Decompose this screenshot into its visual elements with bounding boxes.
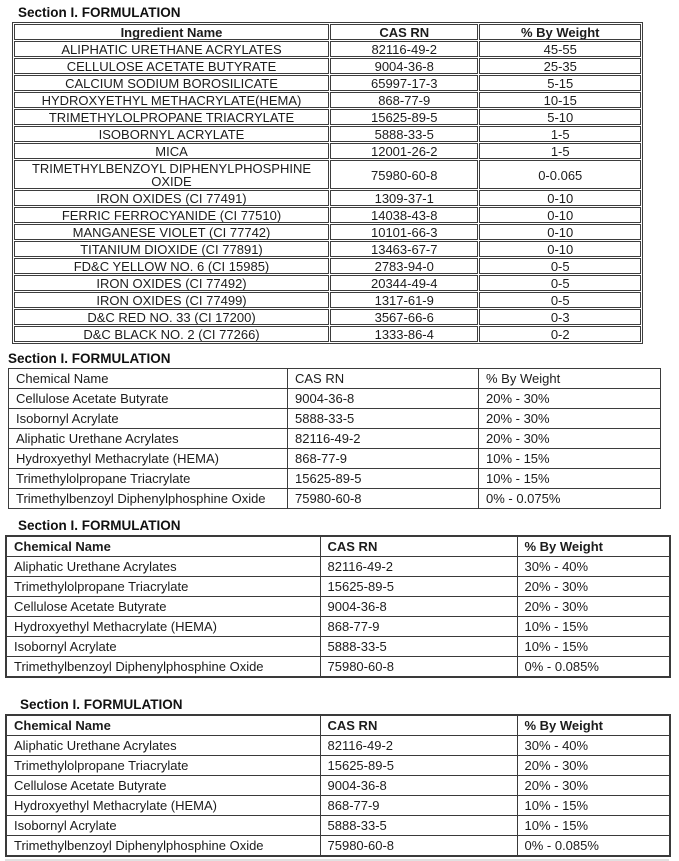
column-header-cas-rn: CAS RN	[330, 24, 478, 40]
table-cell: 75980-60-8	[320, 836, 517, 857]
table-cell: 20% - 30%	[517, 756, 670, 776]
table-cell: 20% - 30%	[517, 597, 670, 617]
table-row	[6, 836, 670, 857]
table-cell: 0-2	[479, 326, 641, 342]
table-cell: IRON OXIDES (CI 77491)	[14, 190, 329, 206]
table-cell: 0% - 0.075%	[479, 489, 661, 509]
column-header-chemical-name: Chemical Name	[9, 369, 288, 389]
table-cell: 10101-66-3	[330, 224, 478, 240]
table-row	[14, 326, 641, 342]
table-cell: 5-15	[479, 75, 641, 91]
table-cell: 10% - 15%	[517, 796, 670, 816]
table-cell: Cellulose Acetate Butyrate	[9, 389, 288, 409]
table-cell: Cellulose Acetate Butyrate	[6, 597, 320, 617]
formulation-section-2	[0, 352, 679, 509]
table-cell: 82116-49-2	[320, 557, 517, 577]
table-row	[6, 657, 670, 678]
table-cell: 10-15	[479, 92, 641, 108]
table-header-row	[9, 369, 661, 389]
table-cell: 1-5	[479, 143, 641, 159]
table-cell: 0-3	[479, 309, 641, 325]
table-cell: D&C RED NO. 33 (CI 17200)	[14, 309, 329, 325]
table-row	[14, 241, 641, 257]
table-cell: 20% - 30%	[517, 577, 670, 597]
section-heading: Section I. FORMULATION	[18, 5, 181, 20]
table-row	[14, 190, 641, 206]
table-row	[14, 207, 641, 223]
table-row	[9, 449, 661, 469]
table-cell: Trimethylbenzoyl Diphenylphosphine Oxide	[9, 489, 288, 509]
table-cell: 0-10	[479, 241, 641, 257]
table-cell: 10% - 15%	[479, 469, 661, 489]
table-cell: 1317-61-9	[330, 292, 478, 308]
table-row	[14, 224, 641, 240]
table-row	[9, 429, 661, 449]
table-cell: 75980-60-8	[288, 489, 479, 509]
table-cell: 9004-36-8	[320, 597, 517, 617]
table-cell: MANGANESE VIOLET (CI 77742)	[14, 224, 329, 240]
table-cell: 0-5	[479, 275, 641, 291]
column-header-cas-rn: CAS RN	[320, 715, 517, 736]
table-row	[9, 389, 661, 409]
column-header-percent-by-weight: % By Weight	[479, 369, 661, 389]
table-cell: 0-10	[479, 224, 641, 240]
formulation-table-4	[5, 714, 671, 857]
column-header-cas-rn: CAS RN	[288, 369, 479, 389]
table-cell: 1-5	[479, 126, 641, 142]
table-cell: 0-10	[479, 190, 641, 206]
table-cell: ALIPHATIC URETHANE ACRYLATES	[14, 41, 329, 57]
table-row	[6, 756, 670, 776]
table-cell: Cellulose Acetate Butyrate	[6, 776, 320, 796]
table-cell: 10% - 15%	[517, 816, 670, 836]
table-body	[14, 41, 641, 342]
table-row	[14, 143, 641, 159]
table-cell: 20% - 30%	[479, 409, 661, 429]
table-cell: 3567-66-6	[330, 309, 478, 325]
table-cell: 45-55	[479, 41, 641, 57]
table-row	[6, 796, 670, 816]
table-cell: FD&C YELLOW NO. 6 (CI 15985)	[14, 258, 329, 274]
table-row	[14, 41, 641, 57]
table-cell: 5888-33-5	[320, 637, 517, 657]
table-cell: 0-5	[479, 292, 641, 308]
table-row	[9, 489, 661, 509]
table-cell: 2783-94-0	[330, 258, 478, 274]
table-cell: 868-77-9	[330, 92, 478, 108]
table-cell: TITANIUM DIOXIDE (CI 77891)	[14, 241, 329, 257]
table-cell: Trimethylolpropane Triacrylate	[6, 577, 320, 597]
table-row	[14, 75, 641, 91]
table-cell: HYDROXYETHYL METHACRYLATE(HEMA)	[14, 92, 329, 108]
table-cell: Aliphatic Urethane Acrylates	[6, 557, 320, 577]
table-cell: 15625-89-5	[330, 109, 478, 125]
table-cell: 0% - 0.085%	[517, 657, 670, 678]
table-cell: IRON OXIDES (CI 77499)	[14, 292, 329, 308]
table-row	[9, 469, 661, 489]
formulation-section-4	[0, 698, 679, 857]
column-header-cas-rn: CAS RN	[320, 536, 517, 557]
table-cell: Trimethylbenzoyl Diphenylphosphine Oxide	[6, 836, 320, 857]
table-header-row	[14, 24, 641, 40]
table-cell: Trimethylolpropane Triacrylate	[6, 756, 320, 776]
table-cell: FERRIC FERROCYANIDE (CI 77510)	[14, 207, 329, 223]
table-cell: MICA	[14, 143, 329, 159]
column-header-percent-by-weight: % By Weight	[517, 536, 670, 557]
section-heading: Section I. FORMULATION	[20, 697, 183, 712]
table-row	[6, 577, 670, 597]
table-cell: 20344-49-4	[330, 275, 478, 291]
table-cell: 15625-89-5	[320, 756, 517, 776]
formulation-table-3	[5, 535, 671, 678]
table-cell: ISOBORNYL ACRYLATE	[14, 126, 329, 142]
table-cell: 868-77-9	[288, 449, 479, 469]
table-cell: Hydroxyethyl Methacrylate (HEMA)	[6, 617, 320, 637]
table-cell: Aliphatic Urethane Acrylates	[6, 736, 320, 756]
table-cell: CELLULOSE ACETATE BUTYRATE	[14, 58, 329, 74]
table-cell: 75980-60-8	[320, 657, 517, 678]
table-cell: 10% - 15%	[479, 449, 661, 469]
table-cell: Isobornyl Acrylate	[9, 409, 288, 429]
table-row	[6, 816, 670, 836]
table-cell: Isobornyl Acrylate	[6, 637, 320, 657]
table-cell: 868-77-9	[320, 617, 517, 637]
table-cell: Isobornyl Acrylate	[6, 816, 320, 836]
table-row	[6, 736, 670, 756]
column-header-chemical-name: Chemical Name	[6, 536, 320, 557]
table-cell: 1333-86-4	[330, 326, 478, 342]
table-cell: 9004-36-8	[330, 58, 478, 74]
table-row	[6, 557, 670, 577]
table-cell: 65997-17-3	[330, 75, 478, 91]
formulation-section-3	[0, 519, 679, 678]
table-cell: 82116-49-2	[288, 429, 479, 449]
table-row	[6, 617, 670, 637]
table-cell: 5888-33-5	[320, 816, 517, 836]
table-cell: TRIMETHYLOLPROPANE TRIACRYLATE	[14, 109, 329, 125]
table-cell: Aliphatic Urethane Acrylates	[9, 429, 288, 449]
table-cell: Trimethylbenzoyl Diphenylphosphine Oxide	[6, 657, 320, 678]
table-cell: 15625-89-5	[320, 577, 517, 597]
table-cell: 13463-67-7	[330, 241, 478, 257]
table-cell: 20% - 30%	[479, 429, 661, 449]
formulation-section-1	[0, 0, 679, 344]
table-cell: 82116-49-2	[330, 41, 478, 57]
table-row	[14, 126, 641, 142]
table-cell: 5-10	[479, 109, 641, 125]
table-cell: 20% - 30%	[479, 389, 661, 409]
table-cell: 0-10	[479, 207, 641, 223]
section-heading: Section I. FORMULATION	[18, 518, 181, 533]
table-header-row	[6, 536, 670, 557]
table-body	[6, 557, 670, 678]
table-cell: 10% - 15%	[517, 637, 670, 657]
table-body	[9, 389, 661, 509]
table-cell: CALCIUM SODIUM BOROSILICATE	[14, 75, 329, 91]
table-cell: 25-35	[479, 58, 641, 74]
table-cell: Hydroxyethyl Methacrylate (HEMA)	[9, 449, 288, 469]
column-header-percent-by-weight: % By Weight	[517, 715, 670, 736]
section-heading: Section I. FORMULATION	[8, 351, 171, 366]
table-cell: 868-77-9	[320, 796, 517, 816]
table-cell: 20% - 30%	[517, 776, 670, 796]
table-cell: Trimethylolpropane Triacrylate	[9, 469, 288, 489]
table-row	[9, 409, 661, 429]
table-cell: 30% - 40%	[517, 736, 670, 756]
table-cell: 0-5	[479, 258, 641, 274]
table-cell: 9004-36-8	[320, 776, 517, 796]
table-row	[14, 160, 641, 189]
table-cell: TRIMETHYLBENZOYL DIPHENYLPHOSPHINE OXIDE	[14, 160, 329, 189]
table-cell: 30% - 40%	[517, 557, 670, 577]
table-cell: Hydroxyethyl Methacrylate (HEMA)	[6, 796, 320, 816]
table-cell: 9004-36-8	[288, 389, 479, 409]
table-row	[6, 776, 670, 796]
table-cell: D&C BLACK NO. 2 (CI 77266)	[14, 326, 329, 342]
table-cell: 82116-49-2	[320, 736, 517, 756]
table-cell: 0% - 0.085%	[517, 836, 670, 857]
table-row	[14, 109, 641, 125]
table-cell: 5888-33-5	[330, 126, 478, 142]
table-row	[14, 275, 641, 291]
column-header-percent-by-weight: % By Weight	[479, 24, 641, 40]
table-cell: 10% - 15%	[517, 617, 670, 637]
table-row	[14, 58, 641, 74]
column-header-chemical-name: Chemical Name	[6, 715, 320, 736]
table-cell: 75980-60-8	[330, 160, 478, 189]
formulation-table-2	[8, 368, 661, 509]
table-row	[14, 92, 641, 108]
table-row	[14, 292, 641, 308]
table-cell: 12001-26-2	[330, 143, 478, 159]
table-body	[6, 736, 670, 857]
table-cell: IRON OXIDES (CI 77492)	[14, 275, 329, 291]
table-cell: 0-0.065	[479, 160, 641, 189]
column-header-ingredient-name: Ingredient Name	[14, 24, 329, 40]
table-row	[14, 309, 641, 325]
table-cell: 15625-89-5	[288, 469, 479, 489]
table-cell: 14038-43-8	[330, 207, 478, 223]
table-header-row	[6, 715, 670, 736]
table-row	[14, 258, 641, 274]
formulation-table-1	[12, 22, 643, 344]
table-cell: 1309-37-1	[330, 190, 478, 206]
table-row	[6, 637, 670, 657]
table-cell: 5888-33-5	[288, 409, 479, 429]
table-row	[6, 597, 670, 617]
